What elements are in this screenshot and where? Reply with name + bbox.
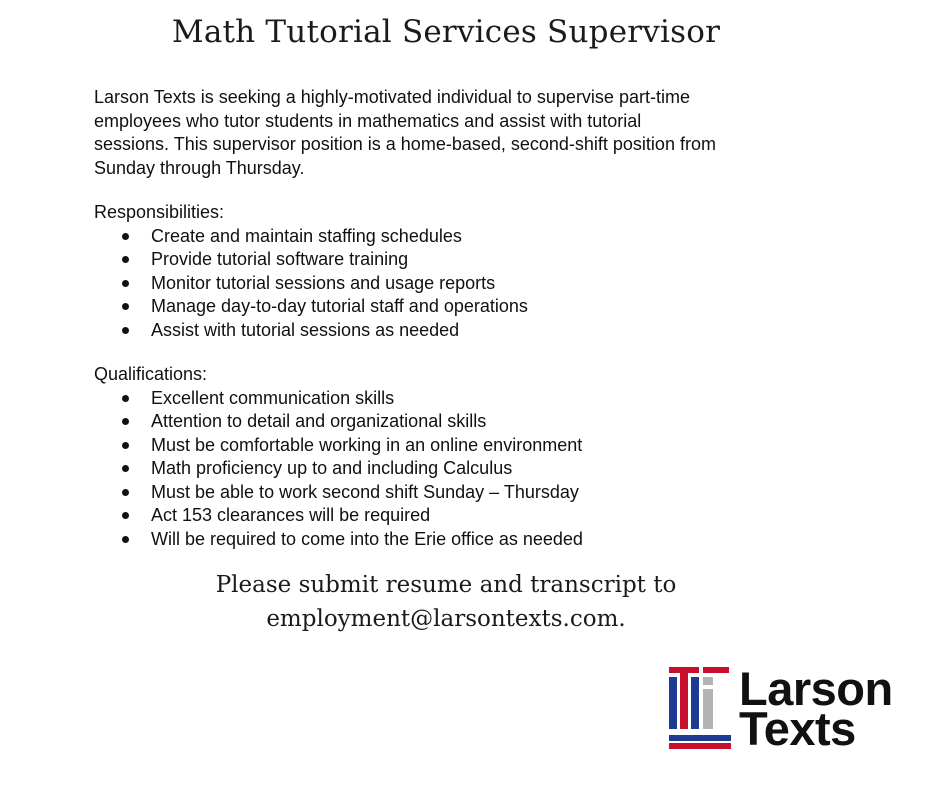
list-item-text: Math proficiency up to and including Calculus: [151, 458, 513, 478]
list-item: [94, 410, 794, 434]
list-item: [94, 295, 794, 319]
list-item-text: Act 153 clearances will be required: [151, 505, 431, 525]
intro-line: Larson Texts is seeking a highly-motivated individual to supervise part-time: [94, 87, 690, 107]
bullet-icon: [122, 418, 129, 425]
bullet-icon: [122, 512, 129, 519]
logo-word-texts: Texts: [739, 702, 856, 755]
list-item-text: Monitor tutorial sessions and usage reports: [151, 272, 496, 293]
list-item-text: Attention to detail and organizational skills: [151, 411, 487, 431]
responsibilities-heading: Responsibilities:: [94, 202, 225, 222]
list-item-text: Must be comfortable working in an online environment: [151, 434, 583, 455]
logo-mark-icon: [669, 667, 731, 749]
closing-note: [0, 568, 892, 636]
list-item-text: Will be required to come into the Erie office as needed: [151, 528, 583, 549]
responsibilities-list: [94, 225, 794, 343]
bullet-icon: [122, 442, 129, 449]
list-item-text: Create and maintain staffing schedules: [151, 225, 462, 246]
list-item: [94, 272, 794, 296]
list-item: [94, 225, 794, 249]
list-item: [94, 528, 794, 552]
list-item-text: Provide tutorial software training: [151, 249, 409, 269]
intro-line: sessions. This supervisor position is a home-based, second-shift position from: [94, 134, 716, 154]
bullet-icon: [122, 489, 129, 496]
list-item: [94, 387, 794, 411]
contact-email: employment@larsontexts.com.: [266, 606, 626, 632]
intro-line: employees who tutor students in mathematics and assist with tutorial: [94, 110, 642, 131]
list-item: [94, 434, 794, 458]
list-item: [94, 319, 794, 343]
intro-paragraph: [94, 86, 794, 180]
bullet-icon: [122, 256, 129, 263]
bullet-icon: [122, 280, 129, 287]
page-title: Math Tutorial Services Supervisor: [171, 14, 721, 50]
list-item-text: Must be able to work second shift Sunday – Thursday: [151, 481, 579, 502]
intro-line: Sunday through Thursday.: [94, 157, 305, 178]
list-item-text: Excellent communication skills: [151, 387, 395, 408]
list-item-text: Manage day-to-day tutorial staff and operations: [151, 296, 528, 316]
job-description: [94, 86, 794, 551]
bullet-icon: [122, 233, 129, 240]
bullet-icon: [122, 536, 129, 543]
qualifications-heading: Qualifications:: [94, 364, 208, 384]
bullet-icon: [122, 465, 129, 472]
logo-word-larson: Larson: [739, 662, 893, 715]
list-item: [94, 457, 794, 481]
larson-texts-logo: [669, 662, 909, 755]
closing-line: Please submit resume and transcript to: [215, 572, 677, 598]
list-item-text: Assist with tutorial sessions as needed: [151, 319, 460, 340]
bullet-icon: [122, 395, 129, 402]
qualifications-list: [94, 387, 794, 552]
list-item: [94, 504, 794, 528]
bullet-icon: [122, 327, 129, 334]
list-item: [94, 481, 794, 505]
list-item: [94, 248, 794, 272]
bullet-icon: [122, 303, 129, 310]
